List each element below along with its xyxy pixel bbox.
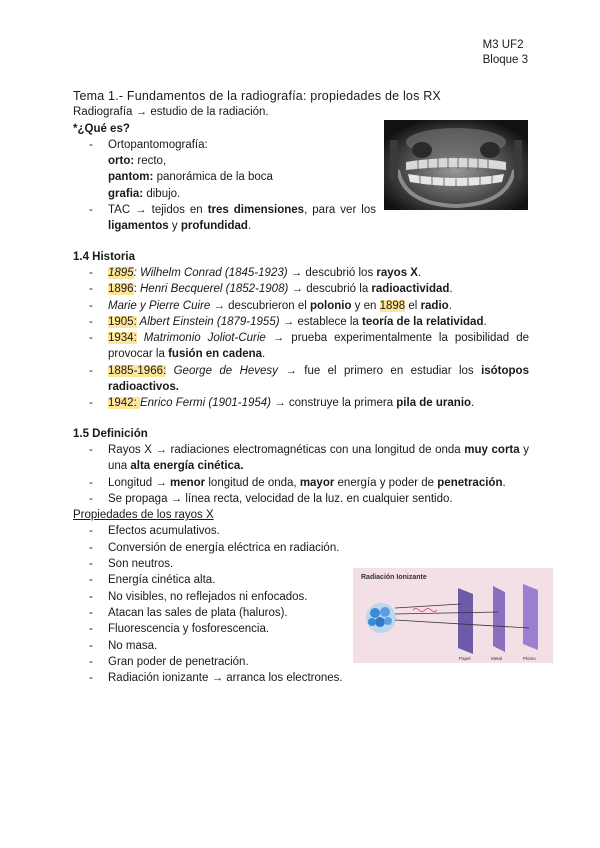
figure-label-paper: Papel bbox=[459, 656, 471, 661]
list-item: - Ortopantomografía: orto: recto, pantom: panorámica de la boca grafia: dibujo. bbox=[73, 137, 376, 202]
document-title: Tema 1.- Fundamentos de la radiografía: propiedades de los RX bbox=[73, 89, 441, 103]
page-header bbox=[483, 38, 528, 68]
list-item: - 1896: Henri Becquerel (1852-1908) → descubrió la radioactividad. bbox=[73, 281, 529, 297]
course-code: M3 UF2 bbox=[482, 39, 524, 51]
propiedades-heading: Propiedades de los rayos X bbox=[73, 509, 214, 522]
list-item: - Energía cinética alta. bbox=[73, 572, 529, 588]
que-es-list bbox=[73, 137, 529, 235]
list-item: - Longitud → menor longitud de onda, mayor energía y poder de penetración. bbox=[73, 475, 529, 491]
list-item: - TAC → tejidos en tres dimensiones, para ver los ligamentos y profundidad. bbox=[73, 202, 376, 235]
list-item: - Marie y Pierre Cuire → descubrieron el polonio y en 1898 el radio. bbox=[73, 298, 529, 314]
figure-title: Radiación Ionizante bbox=[361, 574, 427, 581]
historia-heading: 1.4 Historia bbox=[73, 250, 135, 263]
list-item: - Rayos X → radiaciones electromagnéticas con una longitud de onda muy corta y una alta energía cinética. bbox=[73, 442, 529, 475]
document-subtitle: Radiografía → estudio de la radiación. bbox=[73, 106, 269, 119]
list-item: - 1942: Enrico Fermi (1901-1954) → construye la primera pila de uranio. bbox=[73, 395, 529, 411]
list-item: - 1885-1966: George de Hevesy → fue el primero en estudiar los isótopos radioactivos. bbox=[73, 363, 529, 396]
list-item: - Atacan las sales de plata (haluros). bbox=[73, 605, 529, 621]
definicion-heading: 1.5 Definición bbox=[73, 427, 148, 440]
que-es-heading: *¿Qué es? bbox=[73, 122, 130, 135]
block-label: Bloque 3 bbox=[482, 54, 528, 66]
list-item: - Son neutros. bbox=[73, 556, 529, 572]
list-item: - Fluorescencia y fosforescencia. bbox=[73, 621, 529, 637]
figure-label-lead: Plomo bbox=[523, 656, 536, 661]
figure-label-metal: Metal bbox=[491, 656, 503, 661]
list-item: - Gran poder de penetración. bbox=[73, 654, 529, 670]
propiedades-list bbox=[73, 523, 529, 686]
list-item: - 1905: Albert Einstein (1879-1955) → establece la teoría de la relatividad. bbox=[73, 314, 529, 330]
list-item: - 1895: Wilhelm Conrad (1845-1923) → descubrió los rayos X. bbox=[73, 265, 529, 281]
definicion-list bbox=[73, 442, 529, 507]
list-item: - Efectos acumulativos. bbox=[73, 523, 529, 539]
list-item: - Se propaga → línea recta, velocidad de la luz. en cualquier sentido. bbox=[73, 491, 529, 507]
historia-list bbox=[73, 265, 529, 412]
list-item: - 1934: Matrimonio Joliot-Curie → prueba experimentalmente la posibilidad de provocar la fusión en cadena. bbox=[73, 330, 529, 363]
list-item: - Radiación ionizante → arranca los electrones. bbox=[73, 670, 346, 686]
list-item: - Conversión de energía eléctrica en radiación. bbox=[73, 540, 529, 556]
document-body bbox=[73, 88, 529, 686]
list-item: - No masa. bbox=[73, 638, 529, 654]
list-item: - No visibles, no reflejados ni enfocados. bbox=[73, 589, 529, 605]
